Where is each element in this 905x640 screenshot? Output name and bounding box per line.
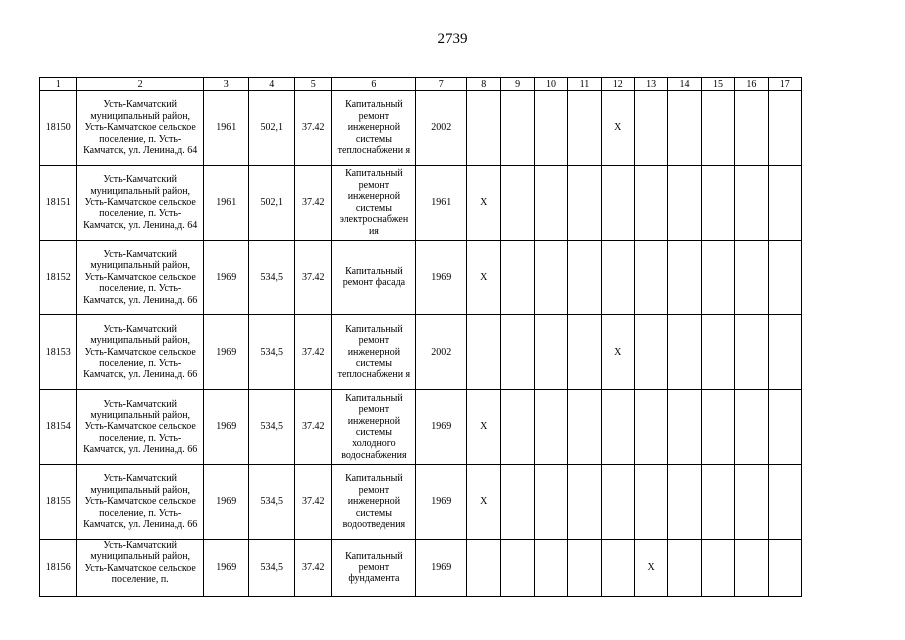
area-cell: 502,1 xyxy=(249,165,295,240)
address-cell xyxy=(77,315,203,390)
mark-cell-col-11 xyxy=(568,240,601,315)
mark-cell-col-17 xyxy=(768,464,801,539)
column-header-14: 14 xyxy=(668,78,701,91)
mark-cell-col-17 xyxy=(768,390,801,465)
mark-cell-col-14 xyxy=(668,464,701,539)
mark-cell-col-16 xyxy=(735,315,768,390)
address-text: Усть-Камчатский муниципальный район, Усть-Камчатское сельское поселение, п. xyxy=(84,539,196,585)
address-cell xyxy=(77,240,203,315)
mark-cell-col-12 xyxy=(601,165,634,240)
mark-cell-col-15 xyxy=(701,539,734,596)
mark-cell-col-13 xyxy=(634,390,667,465)
record-number-cell: 18155 xyxy=(40,464,77,539)
mark-cell-col-15 xyxy=(701,240,734,315)
mark-cell-col-11 xyxy=(568,165,601,240)
year-cell: 2002 xyxy=(416,91,467,166)
record-number-cell: 18156 xyxy=(40,539,77,596)
year-built-cell: 1969 xyxy=(203,464,249,539)
address-text: Усть-Камчатский муниципальный район, Усть-Камчатское сельское поселение, п. Усть-Камчатск, ул. Ленина,д. 66 xyxy=(83,248,198,306)
mark-cell-col-16 xyxy=(735,390,768,465)
mark-cell-col-15 xyxy=(701,165,734,240)
column-header-5: 5 xyxy=(294,78,331,91)
code-cell: 37.42 xyxy=(294,315,331,390)
mark-cell-col-12: X xyxy=(601,91,634,166)
mark-cell-col-16 xyxy=(735,240,768,315)
mark-cell-col-14 xyxy=(668,240,701,315)
year-built-cell: 1961 xyxy=(203,165,249,240)
column-header-17: 17 xyxy=(768,78,801,91)
mark-cell-col-16 xyxy=(735,165,768,240)
column-header-1: 1 xyxy=(40,78,77,91)
mark-cell-col-9 xyxy=(501,315,534,390)
year-built-cell: 1969 xyxy=(203,315,249,390)
address-cell xyxy=(77,464,203,539)
mark-cell-col-10 xyxy=(534,539,567,596)
repair-register-table xyxy=(39,77,802,597)
table-row xyxy=(40,315,802,390)
address-text: Усть-Камчатский муниципальный район, Усть-Камчатское сельское поселение, п. Усть-Камчатск, ул. Ленина,д. 66 xyxy=(83,323,198,381)
area-cell: 534,5 xyxy=(249,240,295,315)
mark-cell-col-14 xyxy=(668,91,701,166)
table-body xyxy=(40,91,802,597)
work-type-cell: Капитальный ремонт фасада xyxy=(332,240,416,315)
mark-cell-col-16 xyxy=(735,91,768,166)
mark-cell-col-13 xyxy=(634,464,667,539)
address-cell xyxy=(77,539,203,596)
work-type-cell: Капитальный ремонт инженерной системы холодного водоснабжения xyxy=(332,390,416,465)
mark-cell-col-8 xyxy=(467,91,501,166)
table-row xyxy=(40,390,802,465)
mark-cell-col-12 xyxy=(601,539,634,596)
mark-cell-col-10 xyxy=(534,390,567,465)
mark-cell-col-8 xyxy=(467,315,501,390)
table-row xyxy=(40,91,802,166)
page-number: 2739 xyxy=(437,31,468,47)
address-cell xyxy=(77,390,203,465)
mark-cell-col-17 xyxy=(768,91,801,166)
mark-cell-col-11 xyxy=(568,390,601,465)
mark-cell-col-17 xyxy=(768,539,801,596)
code-cell: 37.42 xyxy=(294,390,331,465)
year-cell: 1969 xyxy=(416,539,467,596)
address-text: Усть-Камчатский муниципальный район, Усть-Камчатское сельское поселение, п. Усть-Камчатск, ул. Ленина,д. 64 xyxy=(83,174,198,231)
column-header-13: 13 xyxy=(634,78,667,91)
column-header-9: 9 xyxy=(501,78,534,91)
mark-cell-col-11 xyxy=(568,91,601,166)
mark-cell-col-13 xyxy=(634,91,667,166)
year-built-cell: 1969 xyxy=(203,539,249,596)
record-number-cell: 18150 xyxy=(40,91,77,166)
mark-cell-col-15 xyxy=(701,315,734,390)
year-built-cell: 1961 xyxy=(203,91,249,166)
address-text: Усть-Камчатский муниципальный район, Усть-Камчатское сельское поселение, п. Усть-Камчатск, ул. Ленина,д. 66 xyxy=(83,398,198,456)
column-header-15: 15 xyxy=(701,78,734,91)
address-text: Усть-Камчатский муниципальный район, Усть-Камчатское сельское поселение, п. Усть-Камчатск, ул. Ленина,д. 66 xyxy=(83,473,198,530)
mark-cell-col-8: X xyxy=(467,240,501,315)
table-row xyxy=(40,240,802,315)
mark-cell-col-8 xyxy=(467,539,501,596)
mark-cell-col-13 xyxy=(634,165,667,240)
work-type-cell: Капитальный ремонт инженерной системы электроснабжен ия xyxy=(332,165,416,240)
mark-cell-col-15 xyxy=(701,464,734,539)
column-header-8: 8 xyxy=(467,78,501,91)
year-cell: 1969 xyxy=(416,240,467,315)
column-header-4: 4 xyxy=(249,78,295,91)
mark-cell-col-11 xyxy=(568,315,601,390)
table-row xyxy=(40,464,802,539)
header-row xyxy=(40,78,802,91)
mark-cell-col-9 xyxy=(501,390,534,465)
mark-cell-col-10 xyxy=(534,315,567,390)
code-cell: 37.42 xyxy=(294,464,331,539)
table-row xyxy=(40,539,802,596)
mark-cell-col-13 xyxy=(634,315,667,390)
year-built-cell: 1969 xyxy=(203,240,249,315)
mark-cell-col-13 xyxy=(634,240,667,315)
mark-cell-col-8: X xyxy=(467,390,501,465)
code-cell: 37.42 xyxy=(294,91,331,166)
work-type-cell: Капитальный ремонт инженерной системы теплоснабжени я xyxy=(332,91,416,166)
column-header-12: 12 xyxy=(601,78,634,91)
column-header-16: 16 xyxy=(735,78,768,91)
mark-cell-col-8: X xyxy=(467,464,501,539)
mark-cell-col-16 xyxy=(735,464,768,539)
mark-cell-col-12 xyxy=(601,390,634,465)
area-cell: 534,5 xyxy=(249,464,295,539)
area-cell: 502,1 xyxy=(249,91,295,166)
address-cell xyxy=(77,165,203,240)
record-number-cell: 18152 xyxy=(40,240,77,315)
year-cell: 2002 xyxy=(416,315,467,390)
mark-cell-col-14 xyxy=(668,390,701,465)
mark-cell-col-11 xyxy=(568,539,601,596)
mark-cell-col-10 xyxy=(534,91,567,166)
mark-cell-col-16 xyxy=(735,539,768,596)
column-header-10: 10 xyxy=(534,78,567,91)
mark-cell-col-12: X xyxy=(601,315,634,390)
code-cell: 37.42 xyxy=(294,539,331,596)
mark-cell-col-11 xyxy=(568,464,601,539)
mark-cell-col-14 xyxy=(668,315,701,390)
code-cell: 37.42 xyxy=(294,165,331,240)
mark-cell-col-10 xyxy=(534,165,567,240)
mark-cell-col-8: X xyxy=(467,165,501,240)
year-cell: 1969 xyxy=(416,464,467,539)
mark-cell-col-15 xyxy=(701,390,734,465)
mark-cell-col-12 xyxy=(601,240,634,315)
work-type-cell: Капитальный ремонт фундамента xyxy=(332,539,416,596)
work-type-cell: Капитальный ремонт инженерной системы водоотведения xyxy=(332,464,416,539)
year-cell: 1961 xyxy=(416,165,467,240)
address-cell xyxy=(77,91,203,166)
mark-cell-col-14 xyxy=(668,165,701,240)
column-header-3: 3 xyxy=(203,78,249,91)
mark-cell-col-17 xyxy=(768,165,801,240)
area-cell: 534,5 xyxy=(249,390,295,465)
year-built-cell: 1969 xyxy=(203,390,249,465)
year-cell: 1969 xyxy=(416,390,467,465)
address-text: Усть-Камчатский муниципальный район, Усть-Камчатское сельское поселение, п. Усть-Камчатск, ул. Ленина,д. 64 xyxy=(83,99,198,156)
mark-cell-col-17 xyxy=(768,315,801,390)
mark-cell-col-9 xyxy=(501,464,534,539)
column-header-11: 11 xyxy=(568,78,601,91)
area-cell: 534,5 xyxy=(249,539,295,596)
work-type-cell: Капитальный ремонт инженерной системы теплоснабжени я xyxy=(332,315,416,390)
table-row xyxy=(40,165,802,240)
area-cell: 534,5 xyxy=(249,315,295,390)
column-header-6: 6 xyxy=(332,78,416,91)
mark-cell-col-9 xyxy=(501,240,534,315)
mark-cell-col-9 xyxy=(501,539,534,596)
record-number-cell: 18154 xyxy=(40,390,77,465)
record-number-cell: 18151 xyxy=(40,165,77,240)
mark-cell-col-9 xyxy=(501,91,534,166)
mark-cell-col-10 xyxy=(534,464,567,539)
code-cell: 37.42 xyxy=(294,240,331,315)
mark-cell-col-10 xyxy=(534,240,567,315)
mark-cell-col-15 xyxy=(701,91,734,166)
mark-cell-col-13: X xyxy=(634,539,667,596)
record-number-cell: 18153 xyxy=(40,315,77,390)
mark-cell-col-17 xyxy=(768,240,801,315)
mark-cell-col-14 xyxy=(668,539,701,596)
mark-cell-col-12 xyxy=(601,464,634,539)
mark-cell-col-9 xyxy=(501,165,534,240)
column-header-2: 2 xyxy=(77,78,203,91)
column-header-7: 7 xyxy=(416,78,467,91)
